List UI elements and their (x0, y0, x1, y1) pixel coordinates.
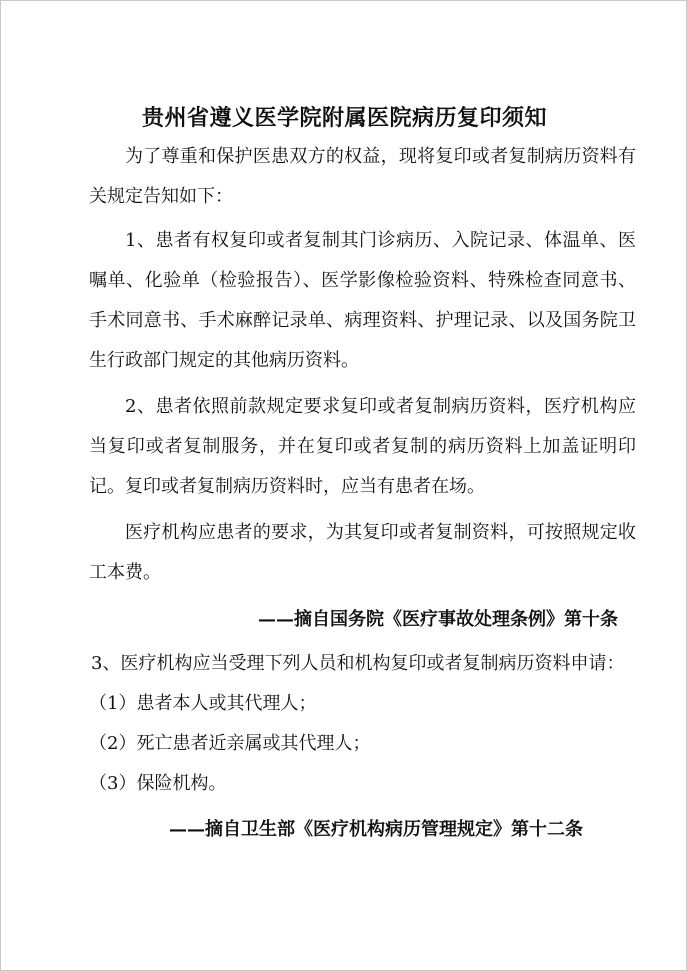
document-title: 贵州省遵义医学院附属医院病历复印须知 (141, 105, 547, 131)
intro-paragraph (89, 137, 636, 217)
item-1-text: 1、患者有权复印或者复制其门诊病历、入院记录、体温单、医嘱单、化验单（检验报告）、医学影像检验资料、特殊检查同意书、手术同意书、手术麻醉记录单、病理资料、护理记录、以及国务院卫生行政部门规定的其他病历资料。 (89, 230, 636, 371)
item-3-text: 3、医疗机构应当受理下列人员和机构复印或者复制病历资料申请： (91, 653, 625, 674)
intro-text: 为了尊重和保护医患双方的权益，现将复印或者复制病历资料有关规定告知如下： (89, 146, 636, 207)
sub-item-3: （3）保险机构。 (89, 773, 227, 794)
item-2-paragraph (89, 387, 636, 507)
item-2-text: 2、患者依照前款规定要求复印或者复制病历资料，医疗机构应当复印或者复制服务，并在复印或者复制的病历资料上加盖证明印记。复印或者复制病历资料时，应当有患者在场。 (89, 396, 636, 497)
source-citation-2: ——摘自卫生部《医疗机构病历管理规定》第十二条 (169, 819, 583, 840)
source-citation-1: ——摘自国务院《医疗事故处理条例》第十条 (258, 609, 618, 630)
sub-item-2: （2）死亡患者近亲属或其代理人； (89, 733, 371, 754)
fee-paragraph (89, 513, 636, 593)
sub-item-1: （1）患者本人或其代理人； (89, 693, 317, 714)
fee-text: 医疗机构应患者的要求，为其复印或者复制资料，可按照规定收工本费。 (89, 522, 636, 583)
item-1-paragraph (89, 221, 636, 381)
